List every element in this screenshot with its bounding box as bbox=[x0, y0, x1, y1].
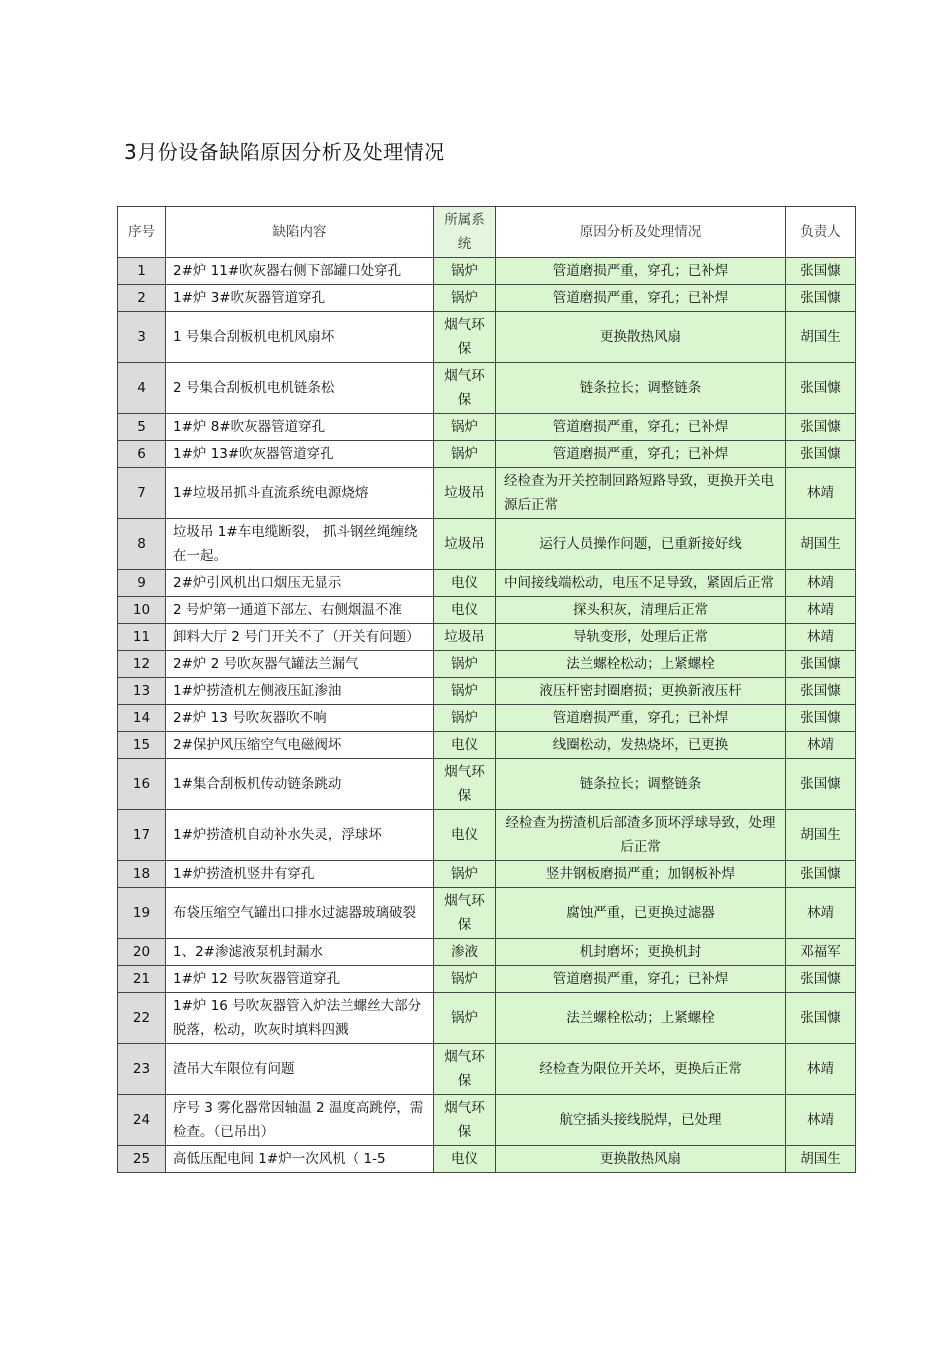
seq-cell: 20 bbox=[118, 939, 166, 966]
content-cell: 高低压配电间 1#炉一次风机（ 1-5 bbox=[166, 1146, 434, 1173]
content-cell: 1#集合刮板机传动链条跳动 bbox=[166, 759, 434, 810]
table-row bbox=[118, 1044, 856, 1095]
reason-cell: 管道磨损严重，穿孔；已补焊 bbox=[496, 441, 786, 468]
owner-cell: 林靖 bbox=[786, 1044, 856, 1095]
content-cell: 2 号集合刮板机电机链条松 bbox=[166, 363, 434, 414]
system-cell: 锅炉 bbox=[434, 258, 496, 285]
table-row bbox=[118, 732, 856, 759]
reason-cell: 管道磨损严重，穿孔；已补焊 bbox=[496, 258, 786, 285]
table-row bbox=[118, 441, 856, 468]
seq-cell: 15 bbox=[118, 732, 166, 759]
system-cell: 渗液 bbox=[434, 939, 496, 966]
reason-cell: 探头积灰，清理后正常 bbox=[496, 597, 786, 624]
seq-cell: 6 bbox=[118, 441, 166, 468]
reason-cell: 航空插头接线脱焊，已处理 bbox=[496, 1095, 786, 1146]
seq-cell: 17 bbox=[118, 810, 166, 861]
reason-cell: 管道磨损严重，穿孔；已补焊 bbox=[496, 414, 786, 441]
content-cell: 垃圾吊 1#车电缆断裂， 抓斗钢丝绳缠绕在一起。 bbox=[166, 519, 434, 570]
system-cell: 锅炉 bbox=[434, 651, 496, 678]
table-row bbox=[118, 414, 856, 441]
owner-cell: 林靖 bbox=[786, 732, 856, 759]
owner-cell: 张国慷 bbox=[786, 414, 856, 441]
owner-cell: 张国慷 bbox=[786, 993, 856, 1044]
seq-cell: 8 bbox=[118, 519, 166, 570]
seq-cell: 19 bbox=[118, 888, 166, 939]
system-cell: 锅炉 bbox=[434, 993, 496, 1044]
content-cell: 1#炉 13#吹灰器管道穿孔 bbox=[166, 441, 434, 468]
reason-cell: 更换散热风扇 bbox=[496, 1146, 786, 1173]
seq-cell: 16 bbox=[118, 759, 166, 810]
owner-cell: 张国慷 bbox=[786, 441, 856, 468]
seq-cell: 13 bbox=[118, 678, 166, 705]
reason-cell: 竖井钢板磨损严重；加钢板补焊 bbox=[496, 861, 786, 888]
table-row bbox=[118, 1146, 856, 1173]
header-owner: 负责人 bbox=[786, 207, 856, 258]
system-cell: 锅炉 bbox=[434, 861, 496, 888]
owner-cell: 林靖 bbox=[786, 570, 856, 597]
owner-cell: 林靖 bbox=[786, 468, 856, 519]
reason-cell: 更换散热风扇 bbox=[496, 312, 786, 363]
table-row bbox=[118, 519, 856, 570]
reason-cell: 链条拉长；调整链条 bbox=[496, 759, 786, 810]
reason-cell: 法兰螺栓松动；上紧螺栓 bbox=[496, 651, 786, 678]
content-cell: 渣吊大车限位有问题 bbox=[166, 1044, 434, 1095]
table-row bbox=[118, 363, 856, 414]
table-row bbox=[118, 993, 856, 1044]
system-cell: 烟气环保 bbox=[434, 1095, 496, 1146]
seq-cell: 23 bbox=[118, 1044, 166, 1095]
seq-cell: 14 bbox=[118, 705, 166, 732]
table-row bbox=[118, 705, 856, 732]
content-cell: 2#炉 13 号吹灰器吹不响 bbox=[166, 705, 434, 732]
system-cell: 烟气环保 bbox=[434, 888, 496, 939]
reason-cell: 液压杆密封圈磨损；更换新液压杆 bbox=[496, 678, 786, 705]
content-cell: 卸料大厅 2 号门开关不了（开关有问题） bbox=[166, 624, 434, 651]
owner-cell: 胡国生 bbox=[786, 1146, 856, 1173]
table-row bbox=[118, 888, 856, 939]
table-row bbox=[118, 810, 856, 861]
owner-cell: 张国慷 bbox=[786, 678, 856, 705]
content-cell: 1#炉捞渣机竖井有穿孔 bbox=[166, 861, 434, 888]
reason-cell: 经检查为限位开关坏，更换后正常 bbox=[496, 1044, 786, 1095]
owner-cell: 张国慷 bbox=[786, 285, 856, 312]
owner-cell: 林靖 bbox=[786, 597, 856, 624]
owner-cell: 张国慷 bbox=[786, 651, 856, 678]
content-cell: 2#炉 2 号吹灰器气罐法兰漏气 bbox=[166, 651, 434, 678]
table-row bbox=[118, 285, 856, 312]
seq-cell: 3 bbox=[118, 312, 166, 363]
seq-cell: 11 bbox=[118, 624, 166, 651]
reason-cell: 经检查为捞渣机后部渣多顶坏浮球导致，处理后正常 bbox=[496, 810, 786, 861]
system-cell: 烟气环保 bbox=[434, 1044, 496, 1095]
reason-cell: 管道磨损严重，穿孔；已补焊 bbox=[496, 705, 786, 732]
content-cell: 序号 3 雾化器常因轴温 2 温度高跳停，需检查。（已吊出） bbox=[166, 1095, 434, 1146]
system-cell: 垃圾吊 bbox=[434, 624, 496, 651]
seq-cell: 1 bbox=[118, 258, 166, 285]
system-cell: 电仪 bbox=[434, 597, 496, 624]
content-cell: 1#炉捞渣机左侧液压缸渗油 bbox=[166, 678, 434, 705]
content-cell: 1#炉捞渣机自动补水失灵，浮球坏 bbox=[166, 810, 434, 861]
table-header-row bbox=[118, 207, 856, 258]
reason-cell: 导轨变形，处理后正常 bbox=[496, 624, 786, 651]
owner-cell: 张国慷 bbox=[786, 363, 856, 414]
seq-cell: 21 bbox=[118, 966, 166, 993]
owner-cell: 张国慷 bbox=[786, 966, 856, 993]
table-row bbox=[118, 597, 856, 624]
seq-cell: 25 bbox=[118, 1146, 166, 1173]
defect-table bbox=[117, 206, 856, 1173]
owner-cell: 张国慷 bbox=[786, 705, 856, 732]
system-cell: 电仪 bbox=[434, 570, 496, 597]
seq-cell: 12 bbox=[118, 651, 166, 678]
content-cell: 2#炉引风机出口烟压无显示 bbox=[166, 570, 434, 597]
seq-cell: 10 bbox=[118, 597, 166, 624]
header-system: 所属系统 bbox=[434, 207, 496, 258]
seq-cell: 24 bbox=[118, 1095, 166, 1146]
system-cell: 锅炉 bbox=[434, 285, 496, 312]
table-row bbox=[118, 1095, 856, 1146]
reason-cell: 管道磨损严重，穿孔；已补焊 bbox=[496, 285, 786, 312]
content-cell: 1#炉 3#吹灰器管道穿孔 bbox=[166, 285, 434, 312]
system-cell: 电仪 bbox=[434, 810, 496, 861]
owner-cell: 林靖 bbox=[786, 624, 856, 651]
page-title: 3月份设备缺陷原因分析及处理情况 bbox=[124, 140, 445, 164]
table-row bbox=[118, 759, 856, 810]
seq-cell: 2 bbox=[118, 285, 166, 312]
table-row bbox=[118, 624, 856, 651]
table-row bbox=[118, 966, 856, 993]
reason-cell: 机封磨坏；更换机封 bbox=[496, 939, 786, 966]
content-cell: 2#炉 11#吹灰器右侧下部罐口处穿孔 bbox=[166, 258, 434, 285]
content-cell: 布袋压缩空气罐出口排水过滤器玻璃破裂 bbox=[166, 888, 434, 939]
reason-cell: 链条拉长；调整链条 bbox=[496, 363, 786, 414]
reason-cell: 中间接线端松动，电压不足导致，紧固后正常 bbox=[496, 570, 786, 597]
reason-cell: 法兰螺栓松动；上紧螺栓 bbox=[496, 993, 786, 1044]
owner-cell: 胡国生 bbox=[786, 519, 856, 570]
owner-cell: 林靖 bbox=[786, 1095, 856, 1146]
table-row bbox=[118, 861, 856, 888]
system-cell: 烟气环保 bbox=[434, 312, 496, 363]
content-cell: 1#炉 16 号吹灰器管入炉法兰螺丝大部分脱落，松动，吹灰时填料四溅 bbox=[166, 993, 434, 1044]
header-seq: 序号 bbox=[118, 207, 166, 258]
content-cell: 1#炉 12 号吹灰器管道穿孔 bbox=[166, 966, 434, 993]
table-row bbox=[118, 570, 856, 597]
content-cell: 1 号集合刮板机电机风扇坏 bbox=[166, 312, 434, 363]
system-cell: 电仪 bbox=[434, 732, 496, 759]
content-cell: 1#炉 8#吹灰器管道穿孔 bbox=[166, 414, 434, 441]
owner-cell: 张国慷 bbox=[786, 861, 856, 888]
reason-cell: 腐蚀严重，已更换过滤器 bbox=[496, 888, 786, 939]
header-content: 缺陷内容 bbox=[166, 207, 434, 258]
seq-cell: 9 bbox=[118, 570, 166, 597]
table-row bbox=[118, 678, 856, 705]
table-row bbox=[118, 312, 856, 363]
table-row bbox=[118, 468, 856, 519]
system-cell: 垃圾吊 bbox=[434, 468, 496, 519]
seq-cell: 7 bbox=[118, 468, 166, 519]
header-reason: 原因分析及处理情况 bbox=[496, 207, 786, 258]
reason-cell: 经检查为开关控制回路短路导致，更换开关电源后正常 bbox=[496, 468, 786, 519]
owner-cell: 邓福军 bbox=[786, 939, 856, 966]
content-cell: 1#垃圾吊抓斗直流系统电源烧熔 bbox=[166, 468, 434, 519]
system-cell: 锅炉 bbox=[434, 966, 496, 993]
owner-cell: 张国慷 bbox=[786, 258, 856, 285]
owner-cell: 林靖 bbox=[786, 888, 856, 939]
system-cell: 锅炉 bbox=[434, 441, 496, 468]
reason-cell: 运行人员操作问题，已重新接好线 bbox=[496, 519, 786, 570]
owner-cell: 张国慷 bbox=[786, 759, 856, 810]
system-cell: 烟气环保 bbox=[434, 759, 496, 810]
owner-cell: 胡国生 bbox=[786, 810, 856, 861]
system-cell: 锅炉 bbox=[434, 705, 496, 732]
seq-cell: 22 bbox=[118, 993, 166, 1044]
table-row bbox=[118, 651, 856, 678]
system-cell: 锅炉 bbox=[434, 678, 496, 705]
content-cell: 2#保护风压缩空气电磁阀坏 bbox=[166, 732, 434, 759]
system-cell: 锅炉 bbox=[434, 414, 496, 441]
system-cell: 电仪 bbox=[434, 1146, 496, 1173]
seq-cell: 18 bbox=[118, 861, 166, 888]
owner-cell: 胡国生 bbox=[786, 312, 856, 363]
system-cell: 烟气环保 bbox=[434, 363, 496, 414]
seq-cell: 4 bbox=[118, 363, 166, 414]
content-cell: 2 号炉第一通道下部左、右侧烟温不准 bbox=[166, 597, 434, 624]
seq-cell: 5 bbox=[118, 414, 166, 441]
reason-cell: 线圈松动，发热烧坏，已更换 bbox=[496, 732, 786, 759]
table-row bbox=[118, 258, 856, 285]
table-row bbox=[118, 939, 856, 966]
content-cell: 1、2#渗滤液泵机封漏水 bbox=[166, 939, 434, 966]
system-cell: 垃圾吊 bbox=[434, 519, 496, 570]
reason-cell: 管道磨损严重，穿孔；已补焊 bbox=[496, 966, 786, 993]
